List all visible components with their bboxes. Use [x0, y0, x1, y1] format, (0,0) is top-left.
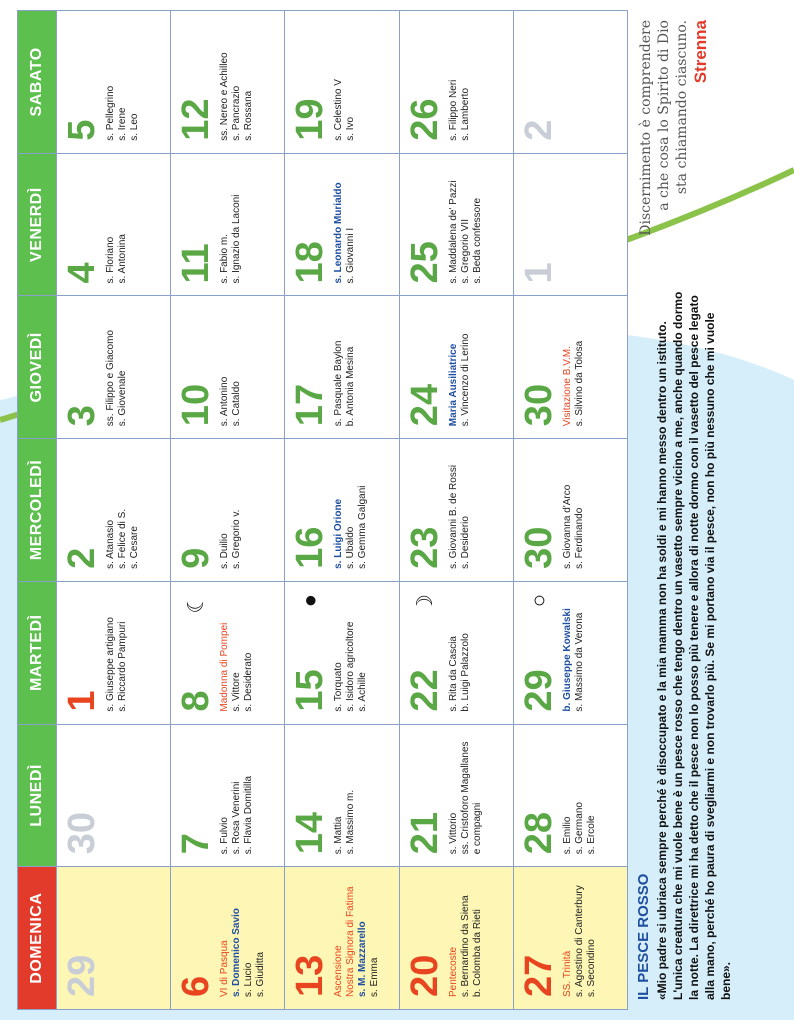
day-number: 30	[517, 526, 560, 569]
saint-name: s. Leonardo Murialdo	[333, 182, 345, 284]
day-cell	[57, 867, 171, 1010]
day-number: 4	[61, 262, 103, 284]
day-cell	[513, 11, 627, 154]
saint-name: s. Antonino	[219, 376, 231, 427]
day-number: 26	[403, 98, 446, 141]
day-number: 2	[517, 119, 560, 141]
saint-name: s. Giuseppe artigiano	[105, 617, 116, 712]
weekday-header: SABATO	[18, 11, 57, 154]
day-number: 1	[61, 690, 103, 712]
saint-name: s. Ferdinando	[573, 507, 585, 569]
day-cell	[399, 581, 513, 724]
saint-name: s. Germano	[573, 802, 585, 855]
day-number: 24	[403, 383, 446, 427]
saint-name: s. Ignazio da Laconi	[231, 194, 243, 284]
saint-name: s. Ivo	[345, 116, 357, 141]
day-cell	[399, 11, 513, 154]
saint-name: SS. Trinità	[561, 950, 573, 997]
saint-name: s. Vittore	[231, 672, 243, 712]
day-cell	[171, 724, 285, 867]
day-number: 20	[403, 954, 446, 997]
saint-name: s. Bernardino da Siena	[459, 895, 471, 997]
saint-name: Ascensione	[333, 945, 345, 997]
saint-name: s. Pancrazio	[231, 85, 243, 141]
day-cell	[513, 439, 627, 582]
saint-name: s. Achille	[357, 672, 369, 712]
saint-name: s. Gregorio VII	[459, 219, 471, 284]
saint-name: s. Floriano	[105, 236, 116, 284]
strenna-label: Strenna	[691, 20, 710, 84]
day-number: 5	[61, 119, 103, 141]
weekday-header: LUNEDÌ	[18, 724, 57, 867]
saint-name: s. Massimo da Verona	[573, 612, 585, 712]
day-number: 27	[517, 954, 560, 997]
day-number: 30	[61, 812, 103, 855]
saint-name: s. Beda confessore	[471, 197, 483, 284]
day-cell	[399, 724, 513, 867]
saint-name: s. Ercole	[585, 815, 597, 855]
saint-name: s. Vincenzo di Lerino	[459, 333, 471, 427]
day-cell	[285, 439, 399, 582]
saint-name: e compagni	[471, 802, 483, 855]
day-cell	[171, 153, 285, 296]
saint-name: s. Rossana	[243, 90, 255, 141]
week-row	[285, 11, 399, 1010]
moon-phase-icon: ☾	[183, 593, 209, 614]
saint-name: s. Fabio m.	[219, 234, 231, 284]
saint-name: s. Duilio	[219, 533, 231, 569]
strenna-line: a che cosa lo Spirito di Dio	[656, 20, 672, 211]
saint-name: s. Gemma Galgani	[357, 485, 369, 569]
day-number: 23	[403, 526, 446, 569]
day-cell	[171, 867, 285, 1010]
saint-name: s. Giuditta	[255, 951, 267, 997]
week-row	[57, 11, 171, 1010]
day-cell	[399, 153, 513, 296]
day-cell	[171, 296, 285, 439]
day-number: 3	[61, 405, 103, 427]
saint-name: b. Luigi Palazzolo	[459, 633, 471, 712]
day-cell	[399, 867, 513, 1010]
day-cell	[399, 296, 513, 439]
saint-name: ss. Cristoforo Magallanes	[459, 741, 471, 855]
day-number: 22	[403, 669, 446, 712]
saint-name: s. Felice di S.	[117, 508, 128, 569]
day-cell	[513, 724, 627, 867]
saint-name: s. M. Mazzarello	[357, 921, 369, 997]
day-cell	[513, 867, 627, 1010]
day-number: 13	[289, 954, 332, 997]
day-cell	[171, 581, 285, 724]
saint-name: b. Giuseppe Kowalski	[561, 608, 573, 712]
saint-name: s. Domenico Savio	[231, 908, 243, 997]
weekday-header: MERCOLEDÌ	[18, 439, 57, 582]
day-number: 8	[175, 690, 218, 712]
day-number: 17	[289, 383, 332, 427]
saint-name: s. Emilio	[561, 816, 573, 855]
saint-name: VI di Pasqua	[219, 940, 231, 997]
saint-name: s. Leo	[129, 113, 140, 141]
saint-name: s. Giovanna d'Arco	[561, 484, 573, 569]
day-number: 19	[289, 98, 332, 141]
saint-name: Pentecoste	[447, 946, 459, 997]
saint-name: s. Cesare	[129, 526, 140, 569]
saint-name: s. Rita da Cascia	[447, 636, 459, 712]
day-number: 28	[517, 812, 560, 855]
day-number: 18	[289, 241, 332, 284]
day-number: 29	[61, 954, 103, 997]
saint-name: s. Celestino V	[333, 79, 345, 141]
day-number: 29	[517, 669, 560, 712]
weekday-header: MARTEDÌ	[18, 581, 57, 724]
saint-name: s. Filippo Neri	[447, 79, 459, 141]
day-number: 1	[517, 262, 560, 284]
day-cell	[513, 581, 627, 724]
week-row	[399, 11, 513, 1010]
saint-name: s. Massimo m.	[345, 789, 357, 855]
saint-name: b. Antonia Mesina	[345, 346, 357, 427]
saint-name: s. Isidoro agricoltore	[345, 621, 357, 712]
saint-name: s. Rosa Venerini	[231, 781, 243, 855]
saint-name: s. Vittorio	[447, 812, 459, 855]
saint-name: Nostra Signora di Fatima	[345, 886, 357, 997]
day-cell	[285, 867, 399, 1010]
saint-name: ss. Filippo e Giacomo	[105, 330, 116, 427]
strenna-line: Discernimento è comprendere	[638, 20, 654, 236]
day-cell	[57, 439, 171, 582]
saint-name: s. Ubaldo	[345, 526, 357, 569]
day-cell	[285, 153, 399, 296]
saint-name: s. Giovenale	[117, 370, 128, 427]
saint-name: s. Antonina	[117, 234, 128, 284]
saint-name: Madonna di Pompei	[219, 622, 231, 712]
saint-name: s. Irene	[117, 107, 128, 141]
saint-name: s. Silvino da Tolosa	[573, 340, 585, 427]
day-cell	[57, 724, 171, 867]
moon-phase-icon: ☽	[411, 593, 437, 614]
moon-phase-icon: ○	[525, 593, 551, 608]
saint-name: s. Flavia Domitilla	[243, 775, 255, 855]
day-cell	[57, 296, 171, 439]
story-title: IL PESCE ROSSO	[635, 873, 652, 1000]
day-number: 16	[289, 526, 332, 569]
saint-name: s. Giovanni B. de Rossi	[447, 464, 459, 569]
calendar-body	[57, 11, 628, 1010]
saint-name: s. Mattia	[333, 816, 345, 855]
saint-name: Maria Ausiliatrice	[447, 343, 459, 427]
saint-name: s. Gregorio v.	[231, 509, 243, 569]
day-cell	[57, 11, 171, 154]
day-number: 25	[403, 241, 446, 284]
story-text: «Mio padre si ubriaca sempre perché è disoccupato e la mia mamma non ha soldi e mi hanno messo dentro un istituto. L'unica creatura che mi vuole bene è un pesce rosso che tengo dentro un vasetto sempre vicino a me, anche quando dormo la notte. La direttrice mi ha detto che il pesce non lo posso più tenere e allora di notte dormo con il vasetto del pesce legato alla mano, perché ho paura di svegliarmi e non trovarlo più. Se mi portano via il pesce, non ho più nessuno che mi vuole bene».	[655, 291, 733, 1000]
day-number: 14	[289, 812, 332, 855]
day-number: 12	[175, 98, 218, 141]
day-cell	[285, 724, 399, 867]
day-cell	[57, 581, 171, 724]
saint-name: s. Maddalena de' Pazzi	[447, 180, 459, 284]
saint-name: s. Luigi Orione	[333, 498, 345, 569]
day-number: 2	[61, 547, 103, 569]
saint-name: s. Giovanni I	[345, 227, 357, 284]
saint-name: s. Agostino di Canterbury	[573, 885, 585, 997]
saint-name: s. Desiderato	[243, 652, 255, 712]
strenna-block	[637, 20, 711, 1020]
strenna-line: sta chiamando ciascuno.	[674, 20, 690, 195]
week-row	[171, 11, 285, 1010]
saint-name: s. Atanasio	[105, 519, 116, 569]
day-cell	[57, 153, 171, 296]
day-cell	[399, 439, 513, 582]
saint-name: s. Pasquale Baylon	[333, 340, 345, 427]
saint-name: s. Pellegrino	[105, 85, 116, 141]
day-cell	[513, 153, 627, 296]
saint-name: s. Riccardo Pampuri	[117, 621, 128, 712]
day-number: 10	[175, 383, 218, 427]
moon-phase-icon: ●	[297, 593, 323, 608]
day-number: 11	[175, 243, 218, 284]
day-cell	[285, 11, 399, 154]
day-cell	[513, 296, 627, 439]
weekday-header: GIOVEDÌ	[18, 296, 57, 439]
day-number: 7	[175, 833, 218, 855]
saint-name: b. Colomba da Rieti	[471, 909, 483, 997]
day-cell	[171, 439, 285, 582]
week-row	[513, 11, 627, 1010]
day-cell	[285, 296, 399, 439]
weekday-header: DOMENICA	[18, 867, 57, 1010]
day-number: 9	[175, 547, 218, 569]
saint-name: s. Lamberto	[459, 87, 471, 141]
saint-name: s. Fulvio	[219, 817, 231, 855]
saint-name: s. Cataldo	[231, 381, 243, 427]
saint-name: s. Torquato	[333, 662, 345, 712]
saint-name: Visitazione B.V.M.	[561, 346, 573, 427]
saint-name: s. Lucio	[243, 962, 255, 997]
saint-name: ss. Nereo e Achilleo	[219, 52, 231, 141]
day-number: 15	[289, 669, 332, 712]
day-cell	[171, 11, 285, 154]
day-number: 30	[517, 383, 560, 427]
saint-name: s. Desiderio	[459, 516, 471, 569]
saint-name: s. Emma	[369, 957, 381, 997]
saint-name: s. Secondino	[585, 939, 597, 997]
calendar-grid	[17, 10, 628, 1010]
day-number: 6	[175, 975, 218, 997]
weekday-header-row	[18, 11, 57, 1010]
day-number: 21	[403, 812, 446, 855]
weekday-header: VENERDÌ	[18, 153, 57, 296]
day-cell	[285, 581, 399, 724]
